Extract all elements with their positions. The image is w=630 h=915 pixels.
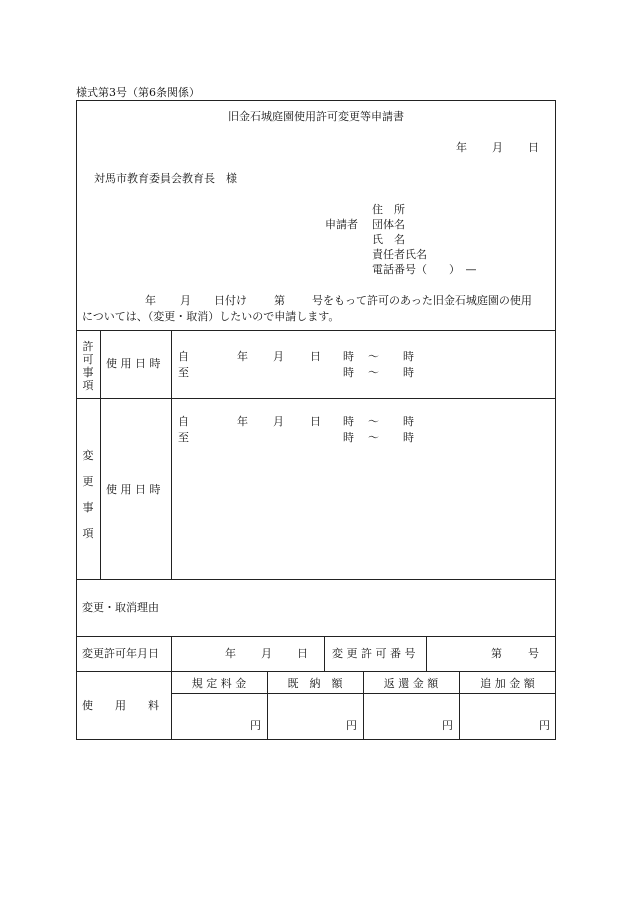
rule bbox=[76, 671, 556, 672]
permit-from: 自 bbox=[178, 350, 189, 363]
body-line1-rest: 号をもって許可のあった旧金石城庭園の使用 bbox=[312, 294, 532, 307]
permit-month: 月 bbox=[273, 350, 284, 363]
change-usage-label: 使 用 日 時 bbox=[106, 483, 161, 496]
date-month: 月 bbox=[492, 141, 503, 154]
fee-unit-additional: 円 bbox=[539, 719, 550, 732]
permit-to: 至 bbox=[178, 366, 189, 379]
change-no-label: 変 更 許 可 番 号 bbox=[332, 647, 416, 660]
change-date-month: 月 bbox=[261, 647, 272, 660]
change-month: 月 bbox=[273, 415, 284, 428]
body-month: 月 bbox=[180, 294, 191, 307]
change-no-go: 号 bbox=[528, 647, 539, 660]
rule bbox=[324, 636, 325, 671]
change-date-year: 年 bbox=[225, 647, 236, 660]
change-year: 年 bbox=[237, 415, 248, 428]
addressee: 対馬市教育委員会教育長 様 bbox=[94, 172, 237, 185]
rule bbox=[171, 330, 172, 579]
fee-header-paid: 既 納 額 bbox=[287, 677, 343, 690]
permit-to-hour: 時 bbox=[343, 366, 354, 379]
rule bbox=[426, 636, 427, 671]
change-day: 日 bbox=[310, 415, 321, 428]
body-year: 年 bbox=[145, 294, 156, 307]
change-section-label: 変 更 事 項 bbox=[82, 449, 94, 540]
permit-year: 年 bbox=[237, 350, 248, 363]
applicant-name-label: 氏 名 bbox=[372, 233, 405, 246]
fee-label: 使 用 料 bbox=[82, 699, 159, 712]
fee-unit-prescribed: 円 bbox=[250, 719, 261, 732]
change-to-hour2: 時 bbox=[403, 431, 414, 444]
fee-unit-refund: 円 bbox=[442, 719, 453, 732]
change-date-label: 変更許可年月日 bbox=[82, 647, 159, 660]
change-to: 至 bbox=[178, 431, 189, 444]
fee-header-additional: 追 加 金 額 bbox=[480, 677, 535, 690]
fee-unit-paid: 円 bbox=[346, 719, 357, 732]
applicant-group-label: 団体名 bbox=[372, 218, 405, 231]
rule bbox=[76, 636, 556, 637]
fee-header-prescribed: 規 定 料 金 bbox=[191, 677, 247, 690]
applicant-address-label: 住 所 bbox=[372, 203, 405, 216]
change-to-tilde: ～ bbox=[368, 431, 379, 444]
change-to-hour: 時 bbox=[343, 431, 354, 444]
applicant-phone-label: 電話番号（ ） — bbox=[372, 263, 477, 276]
date-day: 日 bbox=[528, 141, 539, 154]
permit-section-label: 許 可 事 項 bbox=[82, 340, 94, 392]
applicant-responsible-label: 責任者氏名 bbox=[372, 248, 427, 261]
change-no-dai: 第 bbox=[491, 647, 502, 660]
form-label: 様式第3号（第6条関係） bbox=[76, 86, 200, 99]
change-hour2: 時 bbox=[403, 415, 414, 428]
permit-tilde: ～ bbox=[368, 350, 379, 363]
body-day: 日付け bbox=[214, 294, 247, 307]
rule bbox=[76, 398, 556, 399]
fee-header-refund: 返 還 金 額 bbox=[383, 677, 439, 690]
change-hour: 時 bbox=[343, 415, 354, 428]
date-year: 年 bbox=[456, 141, 467, 154]
rule bbox=[76, 330, 556, 331]
reason-label: 変更・取消理由 bbox=[82, 601, 159, 614]
permit-day: 日 bbox=[310, 350, 321, 363]
permit-hour: 時 bbox=[343, 350, 354, 363]
rule bbox=[76, 579, 556, 580]
applicant-label: 申請者 bbox=[325, 218, 358, 231]
change-date-day: 日 bbox=[297, 647, 308, 660]
body-line2: については、（変更・取消）したいので申請します。 bbox=[82, 310, 340, 323]
rule bbox=[100, 330, 101, 579]
permit-to-hour2: 時 bbox=[403, 366, 414, 379]
form-title: 旧金石城庭園使用許可変更等申請書 bbox=[228, 110, 404, 123]
permit-hour2: 時 bbox=[403, 350, 414, 363]
body-no: 第 bbox=[274, 294, 285, 307]
permit-usage-label: 使 用 日 時 bbox=[106, 357, 161, 370]
change-from: 自 bbox=[178, 415, 189, 428]
change-tilde: ～ bbox=[368, 415, 379, 428]
permit-to-tilde: ～ bbox=[368, 366, 379, 379]
